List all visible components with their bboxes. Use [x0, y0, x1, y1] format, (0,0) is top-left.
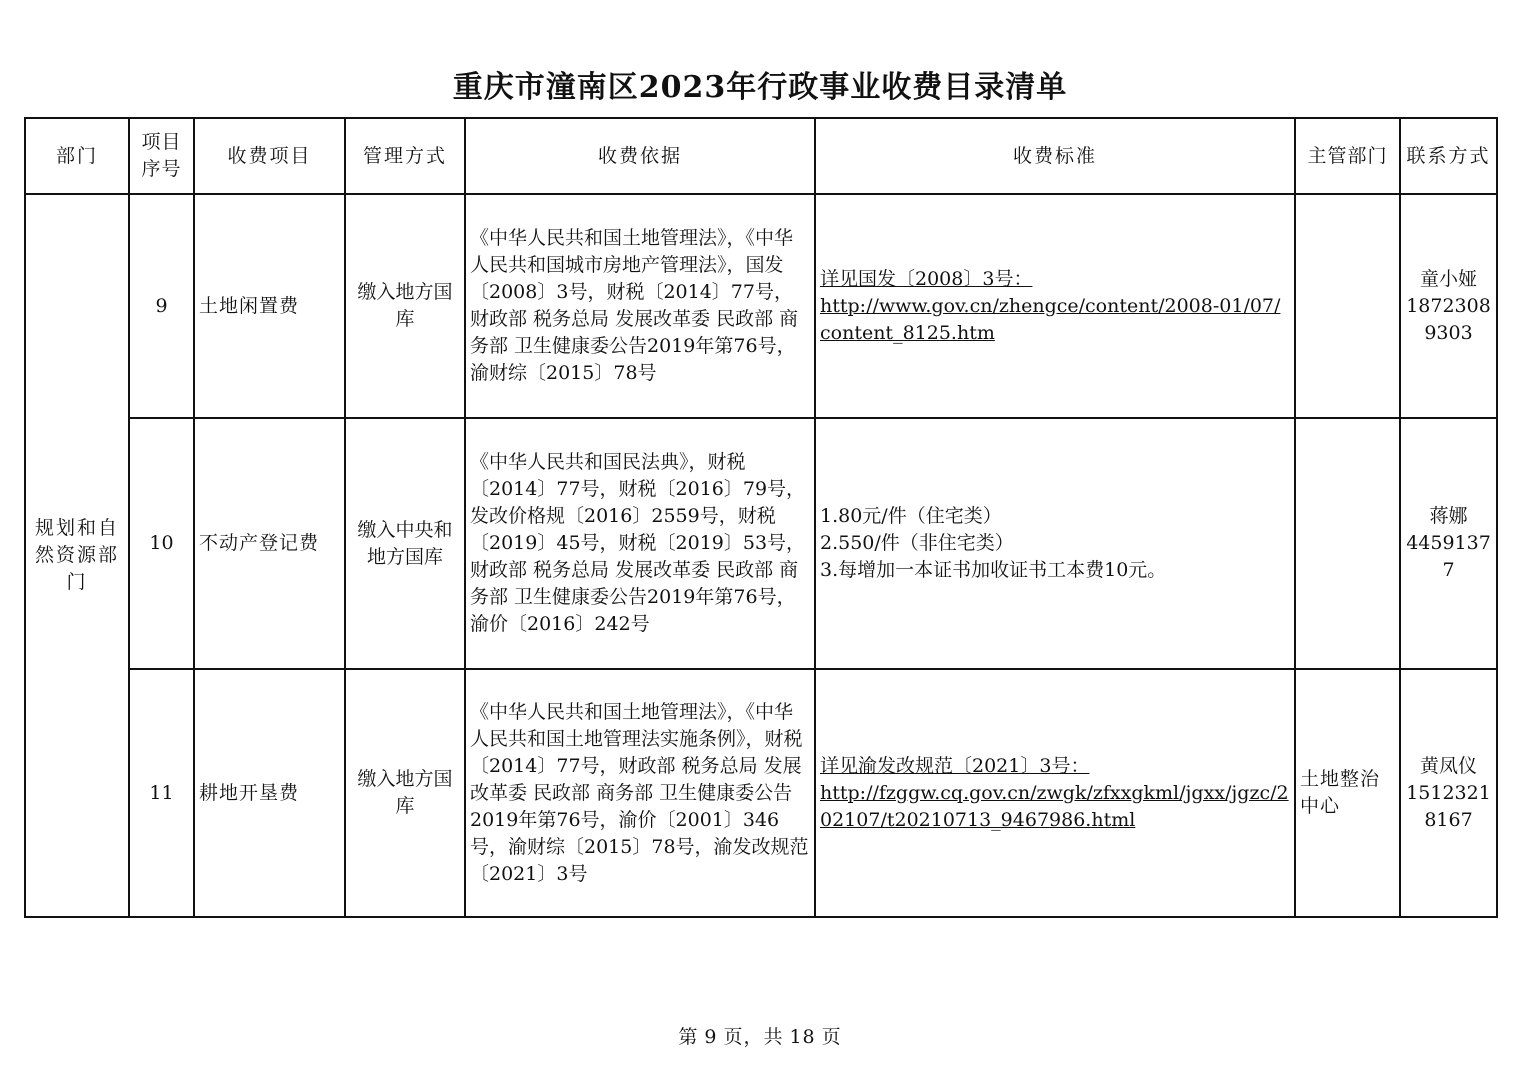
- standard-link[interactable]: http://www.gov.cn/zhengce/content/2008-01/07/content_8125.htm: [820, 294, 1281, 344]
- standard-line: 3.每增加一本证书加收证书工本费10元。: [820, 559, 1167, 581]
- header-seq: 项目序号: [129, 118, 194, 194]
- seq-cell: 10: [129, 418, 194, 669]
- dept-cell: 规划和自然资源部门: [25, 194, 129, 917]
- standard-ref: 详见国发〔2008〕3号：: [820, 267, 1033, 290]
- table-row: [25, 194, 1497, 418]
- standard-ref: 详见渝发改规范〔2021〕3号：: [820, 754, 1090, 777]
- standard-cell: [815, 669, 1295, 917]
- standard-cell: [815, 418, 1295, 669]
- table-row: [25, 418, 1497, 669]
- header-standard: 收费标准: [815, 118, 1295, 194]
- seq-cell: 9: [129, 194, 194, 418]
- contact-cell: [1400, 418, 1497, 669]
- authority-cell: [1295, 194, 1400, 418]
- contact-cell: [1400, 669, 1497, 917]
- footer-suffix: 页: [821, 1026, 842, 1048]
- table-row: [25, 669, 1497, 917]
- standard-line: 2.550/件（非住宅类）: [820, 532, 1014, 554]
- basis-cell: 《中华人民共和国土地管理法》，《中华人民共和国土地管理法实施条例》，财税〔2014〕77号，财政部 税务总局 发展改革委 民政部 商务部 卫生健康委公告2019年第76号，渝价〔2001〕346号，渝财综〔2015〕78号，渝发改规范〔2021〕3号: [465, 669, 815, 917]
- contact-cell: [1400, 194, 1497, 418]
- header-mgmt: 管理方式: [345, 118, 465, 194]
- header-basis: 收费依据: [465, 118, 815, 194]
- footer-prefix: 第: [678, 1026, 699, 1048]
- item-cell: 土地闲置费: [194, 194, 345, 418]
- item-cell: 不动产登记费: [194, 418, 345, 669]
- header-authority: 主管部门: [1295, 118, 1400, 194]
- standard-line: 1.80元/件（住宅类）: [820, 505, 1002, 527]
- mgmt-cell: 缴入中央和地方国库: [345, 418, 465, 669]
- table-header-row: [25, 118, 1497, 194]
- header-item: 收费项目: [194, 118, 345, 194]
- authority-cell: 土地整治中心: [1295, 669, 1400, 917]
- basis-cell: 《中华人民共和国民法典》，财税〔2014〕77号，财税〔2016〕79号，发改价格规〔2016〕2559号，财税〔2019〕45号，财税〔2019〕53号，财政部 税务总局 发展改革委 民政部 商务部 卫生健康委公告2019年第76号，渝价〔2016〕242号: [465, 418, 815, 669]
- footer-current-page: 9: [704, 1026, 718, 1048]
- footer-middle: 页，共: [723, 1026, 784, 1048]
- contact-name: 蒋娜: [1429, 505, 1468, 527]
- seq-cell: 11: [129, 669, 194, 917]
- mgmt-cell: 缴入地方国库: [345, 669, 465, 917]
- item-cell: 耕地开垦费: [194, 669, 345, 917]
- footer-total-pages: 18: [789, 1026, 816, 1048]
- authority-cell: [1295, 418, 1400, 669]
- fee-table: [24, 117, 1498, 918]
- mgmt-cell: 缴入地方国库: [345, 194, 465, 418]
- basis-cell: 《中华人民共和国土地管理法》，《中华人民共和国城市房地产管理法》，国发〔2008〕3号，财税〔2014〕77号，财政部 税务总局 发展改革委 民政部 商务部 卫生健康委公告2019年第76号，渝财综〔2015〕78号: [465, 194, 815, 418]
- standard-link[interactable]: http://fzggw.cq.gov.cn/zwgk/zfxxgkml/jgxx/jgzc/202107/t20210713_9467986.html: [820, 781, 1289, 831]
- header-contact: 联系方式: [1400, 118, 1497, 194]
- header-dept: 部门: [25, 118, 129, 194]
- contact-phone: 44591377: [1406, 532, 1491, 581]
- standard-cell: [815, 194, 1295, 418]
- contact-name: 童小娅: [1419, 267, 1477, 290]
- contact-phone: 18723089303: [1406, 294, 1491, 344]
- page-footer: [0, 1022, 1520, 1049]
- page-title: 重庆市潼南区2023年行政事业收费目录清单: [452, 70, 1068, 105]
- contact-phone: 15123218167: [1406, 781, 1491, 831]
- contact-name: 黄凤仪: [1419, 754, 1477, 777]
